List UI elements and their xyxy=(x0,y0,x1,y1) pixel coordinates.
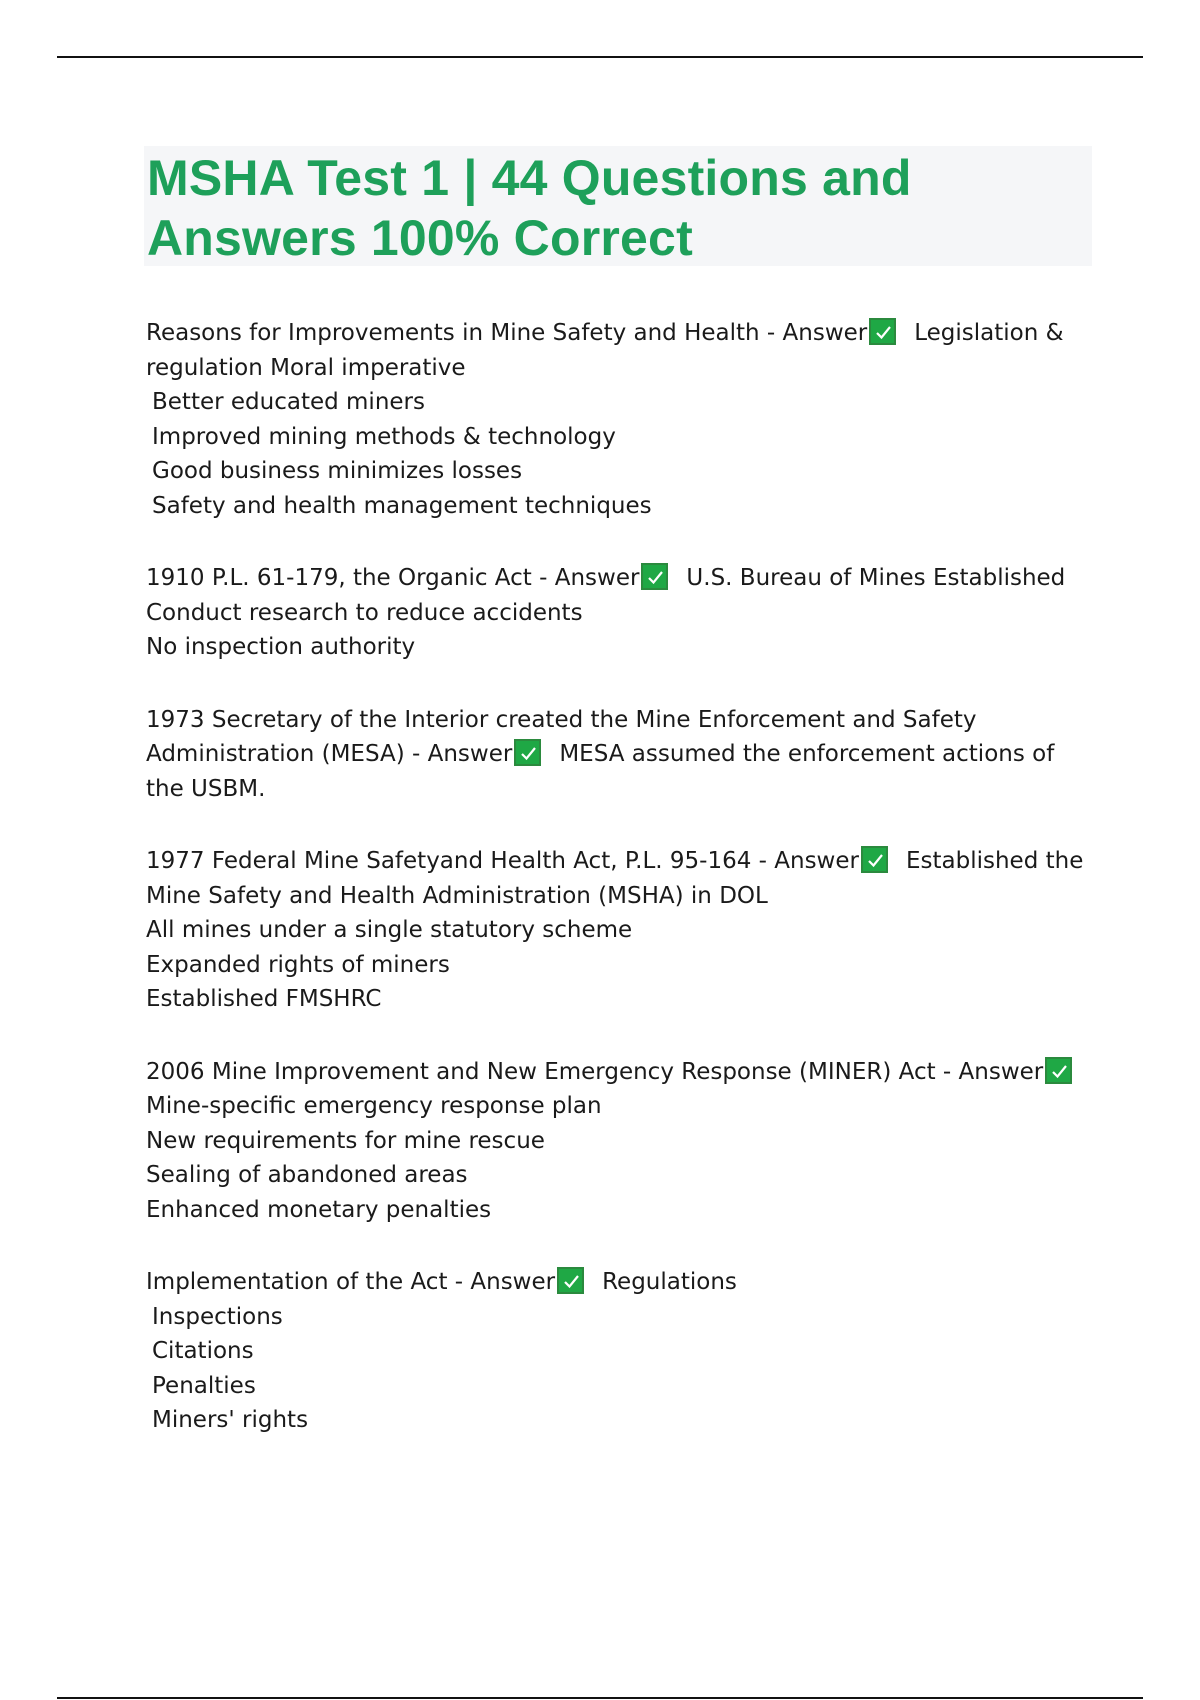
title-block xyxy=(144,146,1092,266)
qa-item xyxy=(146,561,1091,665)
answer-line: Sealing of abandoned areas xyxy=(146,1162,468,1188)
qa-question-line xyxy=(146,844,1091,913)
answer-line: Inspections xyxy=(152,1303,283,1330)
answer-line: Safety and health management techniques xyxy=(152,492,652,519)
answer-line: Better educated miners xyxy=(152,389,425,415)
question-text: 1910 P.L. 61-179, the Organic Act - Answer xyxy=(146,565,640,591)
answer-text: U.S. Bureau of Mines Established xyxy=(686,565,1066,591)
qa-item xyxy=(146,1055,1091,1228)
qa-item xyxy=(146,316,1091,523)
question-text: 1973 Secretary of the Interior created the Mine Enforcement and Safety Administration (MESA) - Answer xyxy=(146,706,977,767)
question-text: Reasons for Improvements in Mine Safety and Health - Answer xyxy=(146,320,868,346)
answer-line: Established FMSHRC xyxy=(146,986,382,1012)
header-rule xyxy=(57,56,1143,58)
check-icon xyxy=(861,846,888,873)
answer-line: Citations xyxy=(152,1338,254,1364)
check-icon xyxy=(514,739,541,766)
answer-text: Legislation & regulation Moral imperative xyxy=(146,320,1064,381)
qa-question-line xyxy=(146,703,1091,807)
answer-text: MESA assumed the enforcement actions of the USBM. xyxy=(146,741,1055,802)
answer-line: Improved mining methods & technology xyxy=(152,423,616,450)
qa-item xyxy=(146,703,1091,807)
qa-question-line xyxy=(146,1265,1091,1300)
qa-question-line xyxy=(146,561,1091,596)
qa-content xyxy=(146,316,1091,1476)
answer-text: Established the Mine Safety and Health Administration (MSHA) in DOL xyxy=(146,848,1084,909)
answer-line: Mine-specific emergency response plan xyxy=(146,1093,602,1119)
answer-line: New requirements for mine rescue xyxy=(146,1127,545,1154)
footer-rule xyxy=(57,1697,1143,1699)
answer-line: Enhanced monetary penalties xyxy=(146,1196,492,1223)
qa-question-line xyxy=(146,1055,1091,1090)
check-icon xyxy=(869,318,896,345)
answer-text: Regulations xyxy=(602,1269,737,1295)
check-icon xyxy=(1045,1057,1072,1084)
answer-line: Good business minimizes losses xyxy=(152,458,523,484)
qa-item xyxy=(146,844,1091,1017)
answer-line: Conduct research to reduce accidents xyxy=(146,599,583,626)
answer-line: No inspection authority xyxy=(146,634,416,660)
question-text: Implementation of the Act - Answer xyxy=(146,1269,556,1295)
document-title: MSHA Test 1 | 44 Questions and Answers 100% Correct xyxy=(147,150,912,266)
qa-question-line xyxy=(146,316,1091,385)
question-text: 2006 Mine Improvement and New Emergency Response (MINER) Act - Answer xyxy=(146,1058,1044,1085)
question-text: 1977 Federal Mine Safetyand Health Act, P.L. 95-164 - Answer xyxy=(146,848,859,874)
answer-line: All mines under a single statutory scheme xyxy=(146,917,633,943)
answer-line: Penalties xyxy=(152,1372,256,1399)
qa-item xyxy=(146,1265,1091,1438)
check-icon xyxy=(557,1267,584,1294)
answer-line: Expanded rights of miners xyxy=(146,951,450,978)
answer-line: Miners' rights xyxy=(152,1407,309,1433)
check-icon xyxy=(641,563,668,590)
